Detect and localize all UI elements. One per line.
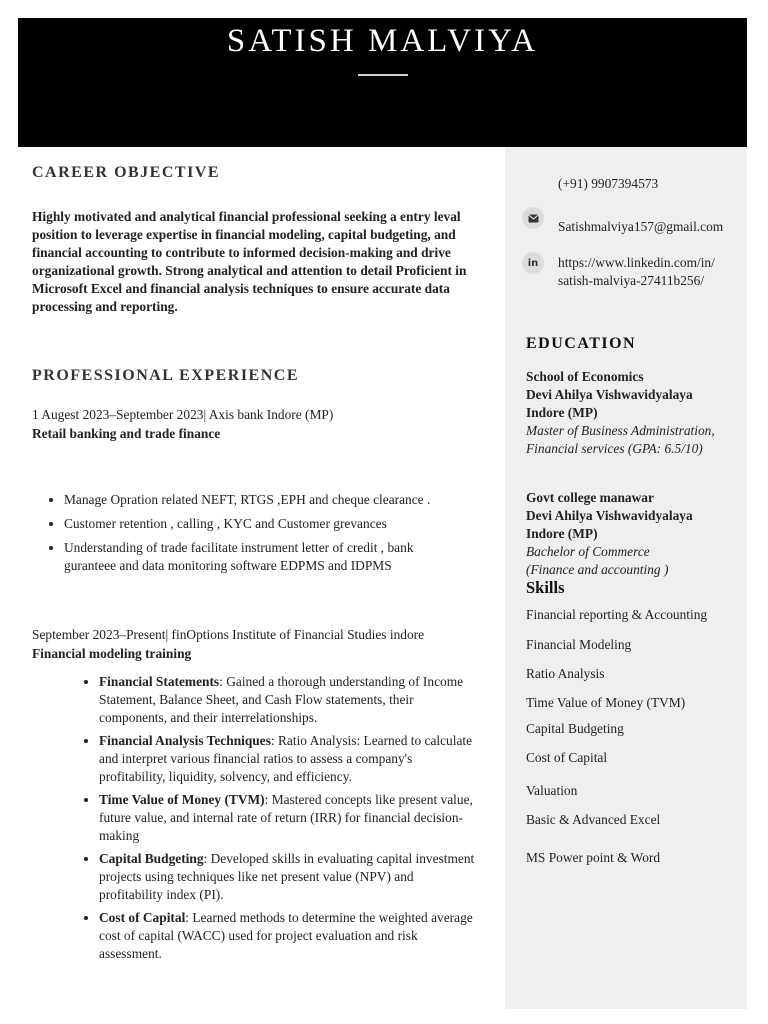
skill-item: Valuation xyxy=(526,783,578,798)
name-banner xyxy=(18,18,747,147)
list-item: • Manage Opration related NEFT, RTGS ,EPH and cheque clearance . xyxy=(64,491,464,509)
education-heading: EDUCATION xyxy=(526,335,637,352)
topic-term: Financial Statements xyxy=(99,674,220,689)
objective-heading: CAREER OBJECTIVE xyxy=(32,164,221,181)
topic-term: Financial Analysis Techniques xyxy=(99,733,271,748)
topic-term: Cost of Capital xyxy=(99,910,186,925)
skill-item: MS Power point & Word xyxy=(526,850,661,865)
topic-text: : Mastered concepts like present value, future value, and internal rate of return (IRR) for financial decision-making xyxy=(99,792,473,843)
job-duties-list xyxy=(64,491,464,581)
experience-heading: PROFESSIONAL EXPERIENCE xyxy=(32,367,299,384)
list-item xyxy=(99,673,479,727)
list-item xyxy=(99,791,479,845)
topic-term: Capital Budgeting xyxy=(99,851,204,866)
job-title: Financial modeling training xyxy=(32,646,192,661)
degree-detail: Financial services (GPA: 6.5/10) xyxy=(526,441,703,456)
skills-heading: Skills xyxy=(526,578,565,597)
linkedin-icon: in xyxy=(522,252,544,274)
phone-number: (+91) 9907394573 xyxy=(558,176,659,191)
topic-text: : Gained a thorough understanding of Income Statement, Balance Sheet, and Cash Flow statements, their components, and their interrelationships. xyxy=(99,674,464,725)
objective-text: Highly motivated and analytical financial professional seeking a entry leval position to leverage expertise in financial modeling, capital budgeting, and financial accounting to contribute to informed decision-making and drive organizational growth. Strong analytical and attention to detail Proficient in Microsoft Excel and financial analysis techniques to ensure accurate data processing and reporting. xyxy=(32,209,467,314)
location: Indore (MP) xyxy=(526,405,598,420)
topic-text: : Learned methods to determine the weighted average cost of capital (WACC) used for project evaluation and risk assessment. xyxy=(99,910,473,961)
education-entry xyxy=(526,489,741,579)
education-entry xyxy=(526,368,741,458)
skill-item: Basic & Advanced Excel xyxy=(526,812,661,827)
candidate-name: SATISH MALVIYA xyxy=(226,23,539,59)
skill-item: Financial reporting & Accounting xyxy=(526,607,708,622)
email-icon xyxy=(522,207,544,229)
skill-item: Cost of Capital xyxy=(526,750,608,765)
email-address[interactable]: Satishmalviya157@gmail.com xyxy=(558,219,724,234)
location: Indore (MP) xyxy=(526,526,598,541)
school-name: School of Economics xyxy=(526,369,644,384)
linkedin-url-line: satish-malviya-27411b256/ xyxy=(558,273,705,288)
degree: Bachelor of Commerce xyxy=(526,544,650,559)
skill-item: Capital Budgeting xyxy=(526,721,624,736)
university-name: Devi Ahilya Vishwavidyalaya xyxy=(526,387,693,402)
school-name: Govt college manawar xyxy=(526,490,654,505)
job-title: Retail banking and trade finance xyxy=(32,426,221,441)
skill-item: Time Value of Money (TVM) xyxy=(526,695,686,710)
linkedin-url[interactable] xyxy=(558,254,715,290)
job-period: 1 Augest 2023–September 2023| Axis bank Indore (MP) xyxy=(32,407,334,422)
title-divider xyxy=(358,74,408,76)
list-item xyxy=(99,850,479,904)
list-item: • Customer retention , calling , KYC and Customer grevances xyxy=(64,515,464,533)
linkedin-url-line: https://www.linkedin.com/in/ xyxy=(558,255,715,270)
skill-item: Ratio Analysis xyxy=(526,666,605,681)
topic-term: Time Value of Money (TVM) xyxy=(99,792,265,807)
training-topics-list xyxy=(99,673,479,968)
job-period: September 2023–Present| finOptions Institute of Financial Studies indore xyxy=(32,627,425,642)
topic-text: : Developed skills in evaluating capital investment projects using techniques like net present value (NPV) and profitability index (PI). xyxy=(99,851,475,902)
degree-detail: (Finance and accounting ) xyxy=(526,562,669,577)
degree: Master of Business Administration, xyxy=(526,423,715,438)
university-name: Devi Ahilya Vishwavidyalaya xyxy=(526,508,693,523)
skill-item: Financial Modeling xyxy=(526,637,632,652)
list-item: • Understanding of trade facilitate instrument letter of credit , bank guranteee and data monitoring software EDPMS and IDPMS xyxy=(64,539,464,575)
list-item xyxy=(99,732,479,786)
topic-text: : Ratio Analysis: Learned to calculate and interpret various financial ratios to assess a company's profitability, liquidity, solvency, and efficiency. xyxy=(99,733,473,784)
list-item xyxy=(99,909,479,963)
